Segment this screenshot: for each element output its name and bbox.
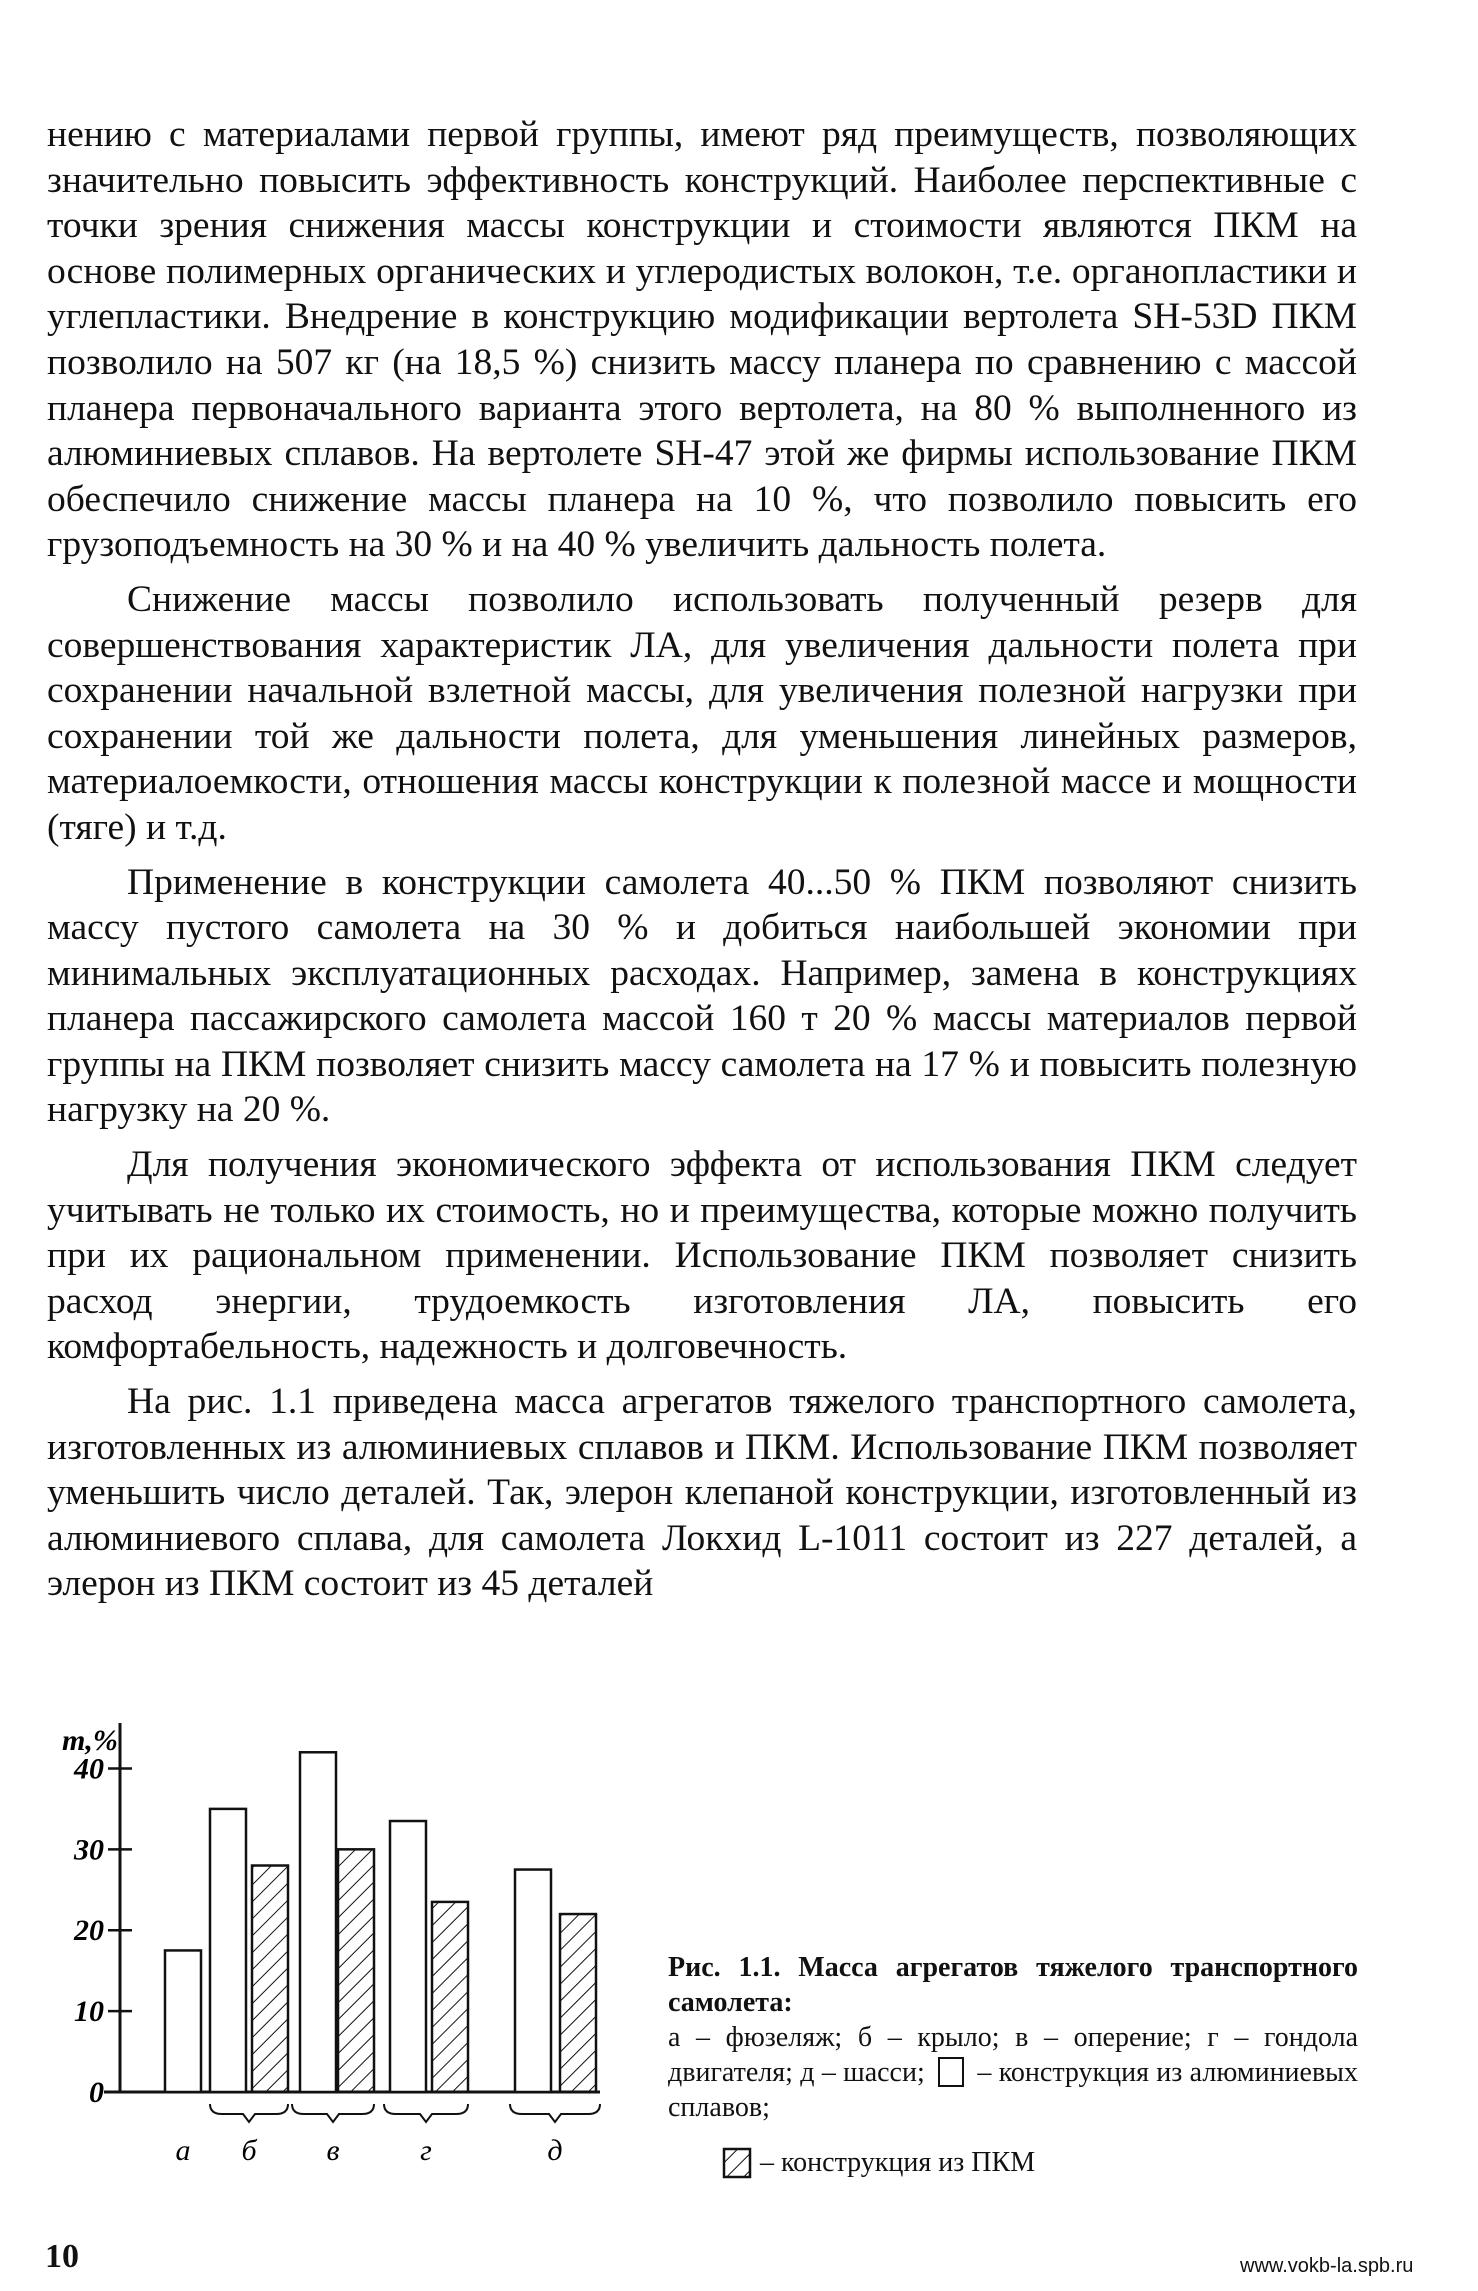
y-tick-label-10: 10: [74, 1995, 104, 2029]
category-label-в: в: [326, 2134, 340, 2167]
category-label-г: г: [420, 2134, 432, 2167]
bar-в-aluminum: [300, 1752, 336, 2092]
y-tick-label-30: 30: [74, 1833, 104, 1867]
y-tick-label-20: 20: [74, 1914, 104, 1948]
figure-caption: [668, 1950, 1358, 2125]
category-label-а: а: [175, 2134, 191, 2167]
legend-pkm: [722, 2145, 1035, 2181]
group-bracket-в: [292, 2104, 374, 2122]
page-number: 10: [45, 2238, 79, 2275]
bar-д-aluminum: [515, 1870, 551, 2092]
group-bracket-г: [384, 2104, 468, 2122]
bar-б-aluminum: [210, 1809, 246, 2092]
legend-swatch-aluminum: [938, 2057, 964, 2087]
legend-label-pkm: – конструкция из ПКМ: [760, 2147, 1036, 2178]
paragraph-2: Снижение массы позволило использовать полученный резерв для совершенствования характеристик ЛА, для увеличения дальности полета при сохранении начальной взлетной массы, для увеличения полезной нагрузки при сохранении той же дальности полета, для уменьшения линейных размеров, материалоемкости, отношения массы конструкции к полезной массе и мощности (тяге) и т.д.: [47, 578, 1357, 848]
bar-в-pkm: [338, 1849, 374, 2092]
caption-body: [668, 2020, 1358, 2125]
bar-б-pkm: [252, 1866, 288, 2092]
bar-д-pkm: [560, 1914, 596, 2092]
group-bracket-д: [510, 2104, 600, 2122]
paragraph-5: На рис. 1.1 приведена масса агрегатов тяжелого транспортного самолета, изготовленных из алюминиевых сплавов и ПКМ. Использование ПКМ позволяет уменьшить число деталей. Так, элерон клепаной конструкции, изготовленный из алюминиевого сплава, для самолета Локхид L-1011 состоит из 227 деталей, а элерон из ПКМ состоит из 45 деталей: [47, 1381, 1357, 1605]
paragraph-4: Для получения экономического эффекта от использования ПКМ следует учитывать не только их стоимость, но и преимущества, которые можно получить при их рациональном применении. Использование ПКМ позволяет снизить расход энергии, трудоемкость изготовления ЛА, повысить его комфортабельность, надежность и долговечность.: [47, 1144, 1357, 1368]
y-axis-label: m,%: [62, 1724, 118, 1757]
bar-г-aluminum: [390, 1821, 426, 2092]
site-url: www.vokb-la.spb.ru: [1240, 2255, 1414, 2277]
caption-items: а – фюзеляж; б – крыло; в – оперение; г – гондола двигателя; д – шасси;: [668, 2022, 1358, 2088]
group-bracket-б: [210, 2104, 288, 2122]
category-label-д: д: [547, 2134, 563, 2167]
y-tick-label-0: 0: [89, 2076, 104, 2109]
paragraph-3: Применение в конструкции самолета 40...50 % ПКМ позволяют снизить массу пустого самолета на 30 % и добиться наибольшей экономии при минимальных эксплуатационных расходах. Например, замена в конструкциях планера пассажирского самолета массой 160 т 20 % массы материалов первой группы на ПКМ позволяет снизить массу самолета на 17 % и повысить полезную нагрузку на 20 %.: [47, 861, 1357, 1131]
legend-swatch-pkm: [722, 2147, 752, 2179]
paragraph-1: нению с материалами первой группы, имеют ряд преимуществ, позволяющих значительно повысить эффективность конструкций. Наиболее перспективные с точки зрения снижения массы конструкции и стоимости являются ПКМ на основе полимерных органических и углеродистых волокон, т.е. органопластики и углепластики. Внедрение в конструкцию модификации вертолета SH-53D ПКМ позволило на 507 кг (на 18,5 %) снизить массу планера по сравнению с массой планера первоначального варианта этого вертолета, на 80 % выполненного из алюминиевых сплавов. На вертолете SH-47 этой же фирмы использование ПКМ обеспечило снижение массы планера на 10 %, что позволило повысить его грузоподъемность на 30 % и на 40 % увеличить дальность полета.: [47, 114, 1357, 566]
category-label-б: б: [241, 2134, 257, 2167]
body-text: [47, 112, 1357, 1616]
legend-label-aluminum: – конструкция из алюминиевых сплавов;: [668, 2057, 1358, 2123]
caption-title: Рис. 1.1. Масса агрегатов тяжелого транспортного самолета:: [668, 1952, 1358, 2018]
bar-г-pkm: [432, 1902, 468, 2092]
y-tick-label-40: 40: [74, 1752, 104, 1786]
bar-а-aluminum: [165, 1950, 201, 2092]
